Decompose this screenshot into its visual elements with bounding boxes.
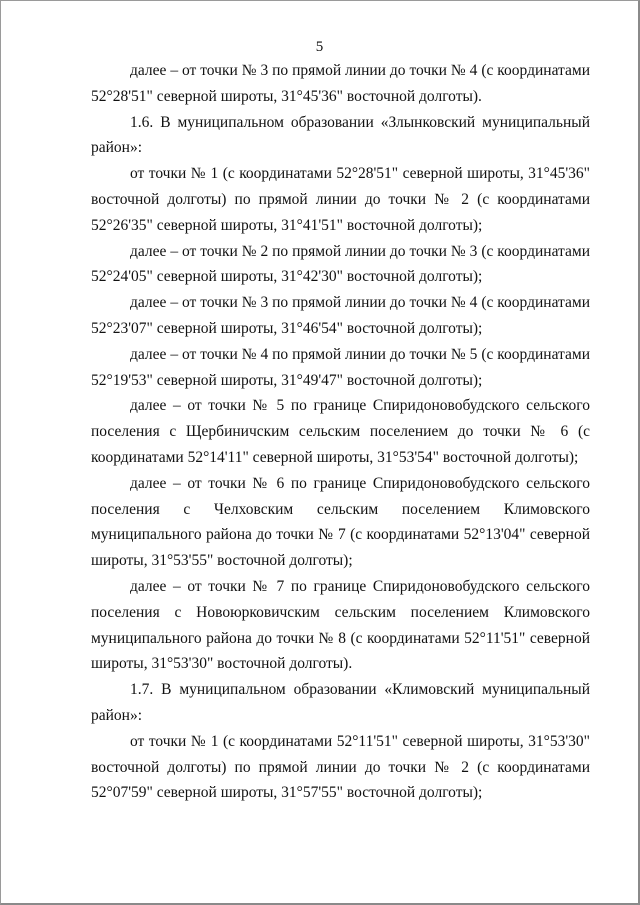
paragraph-section-heading: 1.6. В муниципальном образовании «Злынковский муниципальный район»: [91, 113, 590, 157]
document-body [91, 58, 590, 806]
paragraph: далее – от точки № 6 по границе Спиридоновобудского сельского поселения с Челховским сельским поселением Климовского муниципального района до точки № 7 (с координатами 52°13'04" северной широты, 31°53'55" восточной долготы); [91, 474, 590, 570]
paragraph: далее – от точки № 3 по прямой линии до точки № 4 (с координатами 52°23'07" северной широты, 31°46'54" восточной долготы); [91, 294, 590, 337]
paragraph-section-heading: 1.7. В муниципальном образовании «Климовский муниципальный район»: [91, 681, 590, 724]
paragraph: далее – от точки № 3 по прямой линии до точки № 4 (с координатами 52°28'51" северной широты, 31°45'36" восточной долготы). [91, 62, 590, 105]
page-number: 5 [315, 39, 324, 55]
paragraph: от точки № 1 (с координатами 52°28'51" северной широты, 31°45'36" восточной долготы) по прямой линии до точки № 2 (с координатами 52°26'35" северной широты, 31°41'51" восточной долготы); [91, 165, 590, 234]
paragraph: далее – от точки № 2 по прямой линии до точки № 3 (с координатами 52°24'05" северной широты, 31°42'30" восточной долготы); [91, 242, 590, 286]
paragraph: далее – от точки № 4 по прямой линии до точки № 5 (с координатами 52°19'53" северной широты, 31°49'47" восточной долготы); [91, 345, 590, 389]
paragraph: далее – от точки № 5 по границе Спиридоновобудского сельского поселения с Щербиничским сельским поселением до точки № 6 (с координатами 52°14'11" северной широты, 31°53'54" восточной долготы); [91, 397, 590, 466]
paragraph: далее – от точки № 7 по границе Спиридоновобудского сельского поселения с Новоюрковичским сельским поселением Климовского муниципального района до точки № 8 (с координатами 52°11'51" северной широты, 31°53'30" восточной долготы). [91, 577, 590, 673]
paragraph: от точки № 1 (с координатами 52°11'51" северной широты, 31°53'30" восточной долготы) по прямой линии до точки № 2 (с координатами 52°07'59" северной широты, 31°57'55" восточной долготы); [91, 732, 590, 802]
